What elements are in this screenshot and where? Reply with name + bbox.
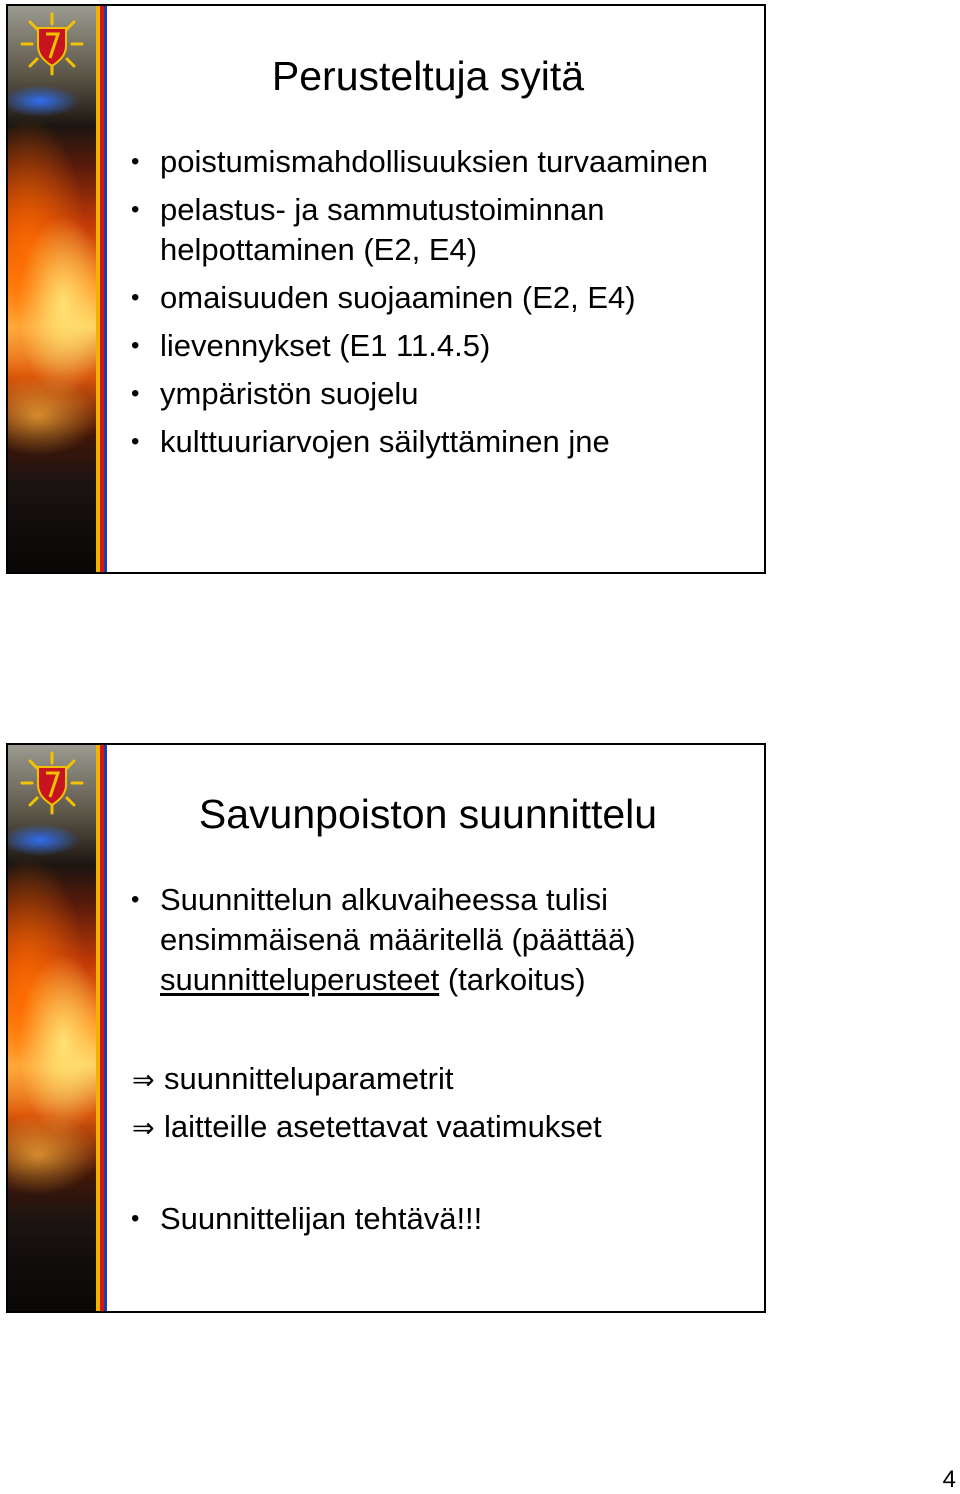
list-item: • kulttuuriarvojen säilyttäminen jne <box>128 422 748 462</box>
page-number: 4 <box>942 1466 956 1493</box>
double-arrow-icon: ⇒ <box>132 1065 155 1095</box>
list-item: • Suunnittelijan tehtävä!!! <box>128 1199 748 1239</box>
intro-text: Suunnittelun alkuvaiheessa tulisi ensimmäisenä määritellä (päättää) <box>160 882 636 957</box>
slide-side-photo <box>8 6 96 572</box>
list-item: • ympäristön suojelu <box>128 374 748 414</box>
bullet-list <box>128 142 748 470</box>
slide-side-photo <box>8 745 96 1311</box>
arrow-item-label: laitteille asetettavat vaatimukset <box>164 1109 602 1144</box>
fire-rescue-emblem-icon <box>20 12 84 76</box>
slide-title: Perusteltuja syitä <box>271 53 585 99</box>
list-item: • pelastus- ja sammutustoiminnan helpottaminen (E2, E4) <box>128 190 748 270</box>
arrow-item <box>132 1059 454 1100</box>
arrow-item <box>132 1107 602 1148</box>
side-stripe-blue <box>104 745 107 1311</box>
list-item: • lievennykset (E1 11.4.5) <box>128 326 748 366</box>
underlined-term: suunnitteluperusteet <box>160 962 440 997</box>
list-item <box>128 880 748 1000</box>
list-item: • omaisuuden suojaaminen (E2, E4) <box>128 278 748 318</box>
slide-2 <box>6 743 766 1313</box>
arrow-item-label: suunnitteluparametrit <box>164 1061 454 1096</box>
slide-title: Savunpoiston suunnittelu <box>198 791 658 837</box>
bullet-list <box>128 880 748 1000</box>
fire-rescue-emblem-icon <box>20 751 84 815</box>
double-arrow-icon: ⇒ <box>132 1113 155 1143</box>
intro-suffix: (tarkoitus) <box>447 962 586 997</box>
bullet-list <box>128 1199 748 1239</box>
side-stripe-blue <box>104 6 107 572</box>
slide-1 <box>6 4 766 574</box>
list-item: • poistumismahdollisuuksien turvaaminen <box>128 142 748 182</box>
